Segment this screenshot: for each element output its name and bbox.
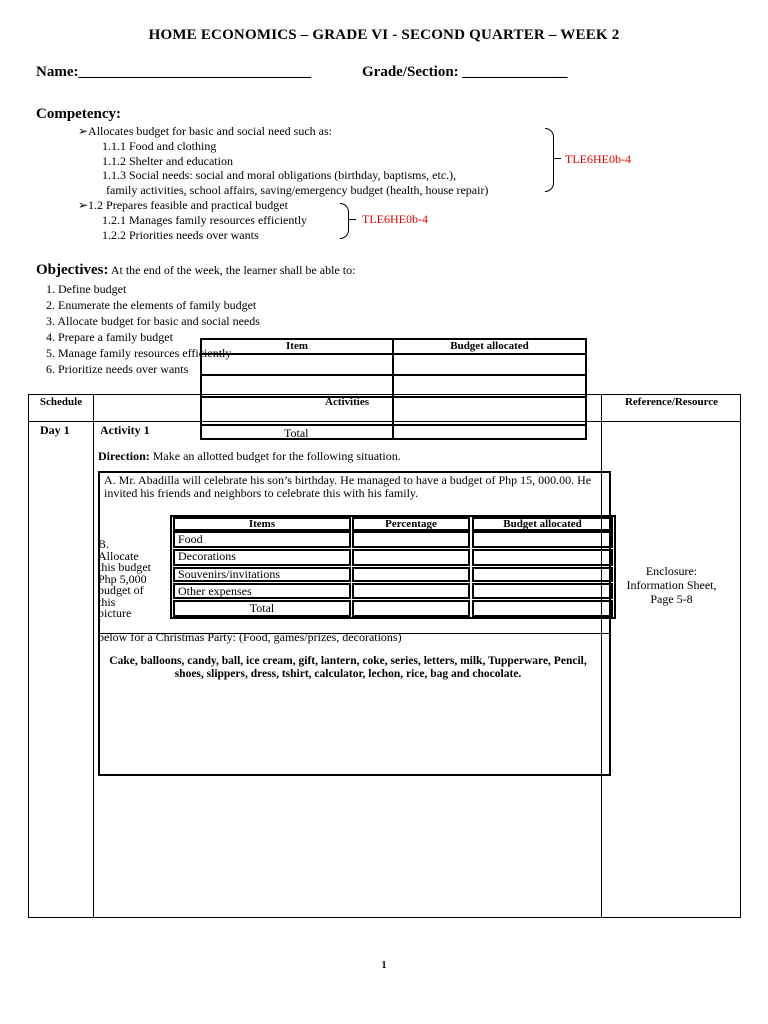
- overlay-table-row-line: [200, 374, 587, 376]
- cell: [472, 567, 613, 582]
- allocation-total-label: Total: [249, 601, 275, 615]
- overlay-table-row-line: [200, 396, 587, 398]
- allocation-header-items: Items: [248, 518, 276, 530]
- brace-1: [545, 128, 554, 192]
- column-header-activities: Activities: [325, 396, 369, 408]
- allocation-row-label: Souvenirs/invitations: [178, 567, 280, 581]
- cell: [352, 531, 470, 548]
- situation-b-line: this: [98, 594, 116, 609]
- activity-label: Activity 1: [100, 423, 150, 437]
- competency-line: 1.1.1 Food and clothing: [102, 139, 217, 153]
- allocation-row-label: Food: [178, 532, 203, 546]
- cell: [352, 600, 470, 617]
- situation-b-line: budget of: [98, 583, 144, 597]
- brace-2: [340, 203, 349, 239]
- name-field-label: Name:_______________________________: [36, 64, 311, 80]
- objective-item: 2. Enumerate the elements of family budget: [46, 298, 257, 312]
- cell: [472, 600, 613, 617]
- situation-b-line: Php 5,000: [98, 571, 147, 586]
- competency-code-1: TLE6HE0b-4: [565, 152, 631, 166]
- reference-line: Enclosure:: [645, 564, 698, 578]
- situation-b-lines: [98, 539, 151, 620]
- reference-text: [603, 564, 740, 606]
- brace-1-tip: [553, 158, 561, 159]
- overlay-header-item: Item: [286, 340, 308, 352]
- situation-b-tail: below for a Christmas Party: (Food, games/prizes, decorations): [98, 630, 402, 644]
- objective-item: 3. Allocate budget for basic and social needs: [46, 314, 260, 328]
- objectives-heading: Objectives:: [36, 262, 109, 278]
- overlay-table-row-line: [200, 424, 587, 426]
- cell: [472, 583, 613, 599]
- cell: [352, 549, 470, 566]
- cell: [472, 531, 613, 548]
- page-number: 1: [381, 960, 387, 971]
- situation-b-line: this budget: [98, 560, 151, 574]
- objectives-block: [36, 262, 355, 279]
- situation-b-line: B.: [98, 537, 110, 551]
- objective-item: 6. Prioritize needs over wants: [46, 362, 189, 376]
- direction-text: Make an allotted budget for the following situation.: [152, 449, 401, 463]
- grade-section-label: Grade/Section: ______________: [362, 64, 568, 80]
- allocation-header-budget: Budget allocated: [503, 518, 582, 530]
- allocation-row-label: Decorations: [178, 549, 236, 563]
- situation-b-line: picture: [98, 606, 132, 620]
- cell: [352, 583, 470, 599]
- competency-line: ➢Allocates budget for basic and social need such as:: [78, 124, 332, 138]
- competency-line: 1.2.1 Manages family resources efficiently: [102, 213, 308, 227]
- page-title: HOME ECONOMICS – GRADE VI - SECOND QUARTER – WEEK 2: [148, 27, 620, 43]
- competency-line: 1.2.2 Priorities needs over wants: [102, 228, 259, 242]
- objective-item: 5. Manage family resources efficiently: [46, 346, 232, 360]
- competency-heading: Competency:: [36, 106, 121, 122]
- direction: [98, 449, 401, 464]
- situation-a-text: A. Mr. Abadilla will celebrate his son’s birthday. He managed to have a budget of Php 15, 000.00. He invited his friends and neighbors to celebrate this with his family.: [104, 473, 592, 500]
- competency-line: ➢1.2 Prepares feasible and practical budget: [78, 198, 288, 212]
- column-header-schedule: Schedule: [39, 396, 83, 408]
- objective-item: 1. Define budget: [46, 282, 127, 296]
- objective-item: 4. Prepare a family budget: [46, 330, 173, 344]
- competency-line: 1.1.2 Shelter and education: [102, 154, 233, 168]
- direction-label: Direction:: [98, 449, 150, 463]
- day-label: Day 1: [40, 423, 70, 437]
- competency-line: 1.1.3 Social needs: social and moral obligations (birthday, baptisms, etc.),: [102, 168, 457, 182]
- reference-line: Page 5-8: [650, 592, 693, 606]
- main-table-divider: [93, 394, 94, 918]
- brace-2-tip: [348, 219, 356, 220]
- overlay-header-budget: Budget allocated: [450, 340, 529, 352]
- allocation-row-label: Other expenses: [178, 584, 252, 598]
- overlay-table-row-line: [200, 353, 587, 355]
- reference-line: Information Sheet,: [626, 578, 717, 592]
- situation-b-line: Allocate: [98, 548, 139, 563]
- cell: [472, 549, 613, 566]
- overlay-total-label: Total: [284, 426, 309, 440]
- objectives-intro: At the end of the week, the learner shall be able to:: [110, 263, 356, 277]
- column-header-reference: Reference/Resource: [624, 396, 719, 408]
- situation-divider: [98, 633, 611, 634]
- competency-line: family activities, school affairs, saving/emergency budget (health, house repair): [106, 183, 489, 197]
- items-list: Cake, balloons, candy, ball, ice cream, gift, lantern, coke, series, letters, milk, Tupperware, Pencil, shoes, slippers, dress, tshirt, calculator, lechon, rice, bag and chocolate.: [109, 655, 587, 680]
- allocation-header-percentage: Percentage: [385, 518, 437, 530]
- competency-code-2: TLE6HE0b-4: [362, 212, 428, 226]
- cell: [352, 567, 470, 582]
